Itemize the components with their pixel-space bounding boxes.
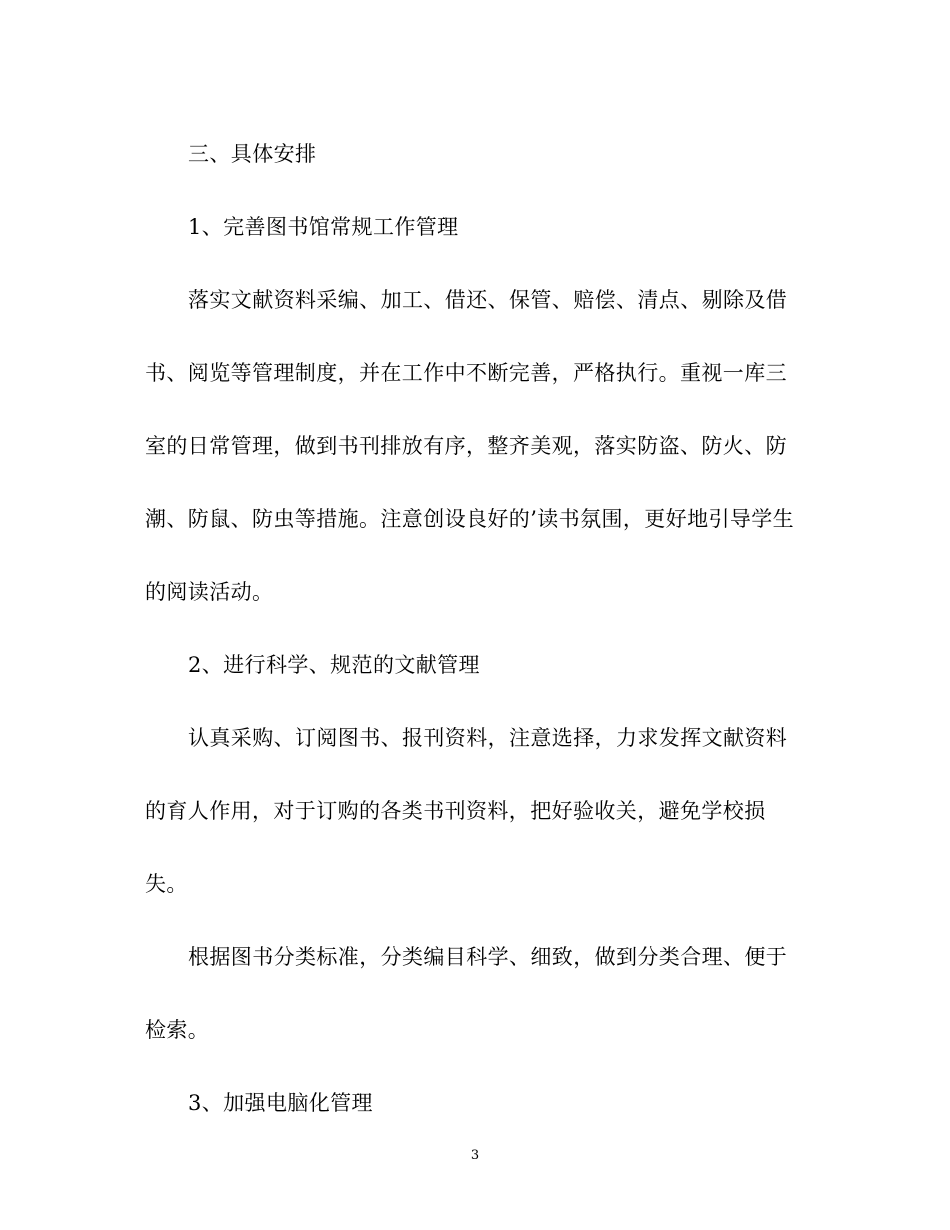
paragraph-3-line-2: 检索。 bbox=[145, 1018, 210, 1042]
paragraph-1-line-3: 室的日常管理，做到书刊排放有序，整齐美观，落实防盗、防火、防 bbox=[145, 434, 787, 458]
paragraph-3-line-1: 根据图书分类标准，分类编目科学、细致，做到分类合理、便于 bbox=[188, 945, 788, 969]
section-heading: 三、具体安排 bbox=[188, 142, 317, 166]
paragraph-2-line-3: 失。 bbox=[145, 872, 188, 896]
subsection-heading-1: 1、完善图书馆常规工作管理 bbox=[188, 215, 459, 239]
subsection-heading-3: 3、加强电脑化管理 bbox=[188, 1091, 373, 1115]
page-number: 3 bbox=[470, 1148, 480, 1163]
paragraph-1-line-1: 落实文献资料采编、加工、借还、保管、赔偿、清点、剔除及借 bbox=[188, 288, 788, 312]
paragraph-2-line-2: 的育人作用，对于订购的各类书刊资料，把好验收关，避免学校损 bbox=[145, 799, 766, 823]
paragraph-2-line-1: 认真采购、订阅图书、报刊资料，注意选择，力求发挥文献资料 bbox=[188, 726, 788, 750]
paragraph-1-line-2: 书、阅览等管理制度，并在工作中不断完善，严格执行。重视一库三 bbox=[145, 361, 787, 385]
subsection-heading-2: 2、进行科学、规范的文献管理 bbox=[188, 653, 480, 677]
paragraph-1-line-5: 的阅读活动。 bbox=[145, 580, 274, 604]
body-text bbox=[145, 118, 805, 1140]
paragraph-1-line-4: 潮、防鼠、防虫等措施。注意创设良好的’读书氛围，更好地引导学生 bbox=[145, 507, 795, 531]
